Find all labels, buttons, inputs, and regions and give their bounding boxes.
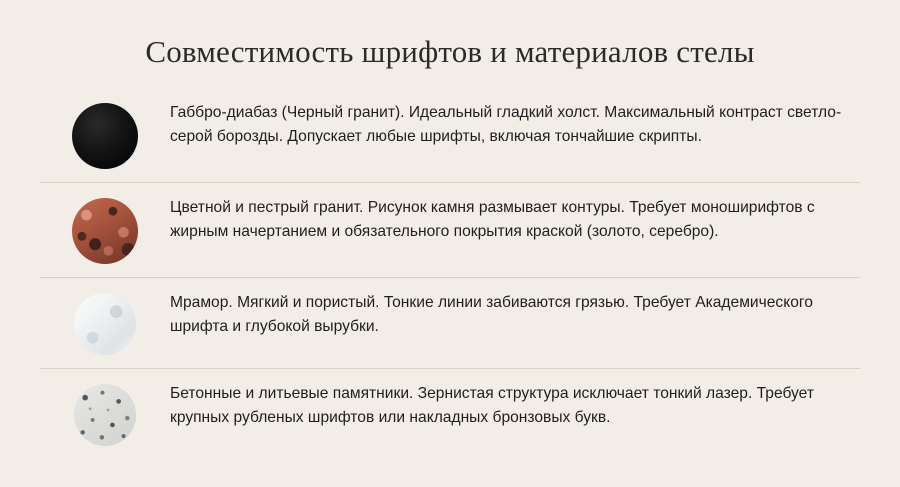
list-item bbox=[40, 277, 860, 368]
material-description bbox=[170, 382, 860, 429]
swatch-gabbro-diabase-icon bbox=[72, 103, 138, 169]
list-item bbox=[40, 182, 860, 277]
swatch-marble-icon bbox=[74, 293, 136, 355]
list-item bbox=[40, 88, 860, 182]
material-description-text: Габбро-диабаз (Черный гранит). Идеальный гладкий холст. Максимальный контраст светло-серой борозды. Допускает любые шрифты, включая тончайшие скрипты. bbox=[170, 104, 842, 145]
list-item bbox=[40, 368, 860, 459]
material-description-text: Мрамор. Мягкий и пористый. Тонкие линии забиваются грязью. Требует Академического шрифта и глубокой вырубки. bbox=[170, 294, 813, 335]
material-description bbox=[170, 291, 860, 338]
swatch-cell bbox=[40, 101, 170, 169]
material-description bbox=[170, 196, 860, 243]
material-description-text: Цветной и пестрый гранит. Рисунок камня размывает контуры. Требует моноширифтов с жирным начертанием и обязательного покрытия краской (золото, серебро). bbox=[170, 199, 815, 240]
swatch-concrete-icon bbox=[74, 384, 136, 446]
swatch-cell bbox=[40, 382, 170, 446]
material-description-text: Бетонные и литьевые памятники. Зернистая структура исключает тонкий лазер. Требует крупных рубленых шрифтов или накладных бронзовых букв. bbox=[170, 385, 814, 426]
swatch-cell bbox=[40, 291, 170, 355]
material-list bbox=[40, 88, 860, 459]
swatch-colored-granite-icon bbox=[72, 198, 138, 264]
swatch-cell bbox=[40, 196, 170, 264]
page-title: Совместимость шрифтов и материалов стелы bbox=[145, 34, 755, 69]
material-description bbox=[170, 101, 860, 148]
